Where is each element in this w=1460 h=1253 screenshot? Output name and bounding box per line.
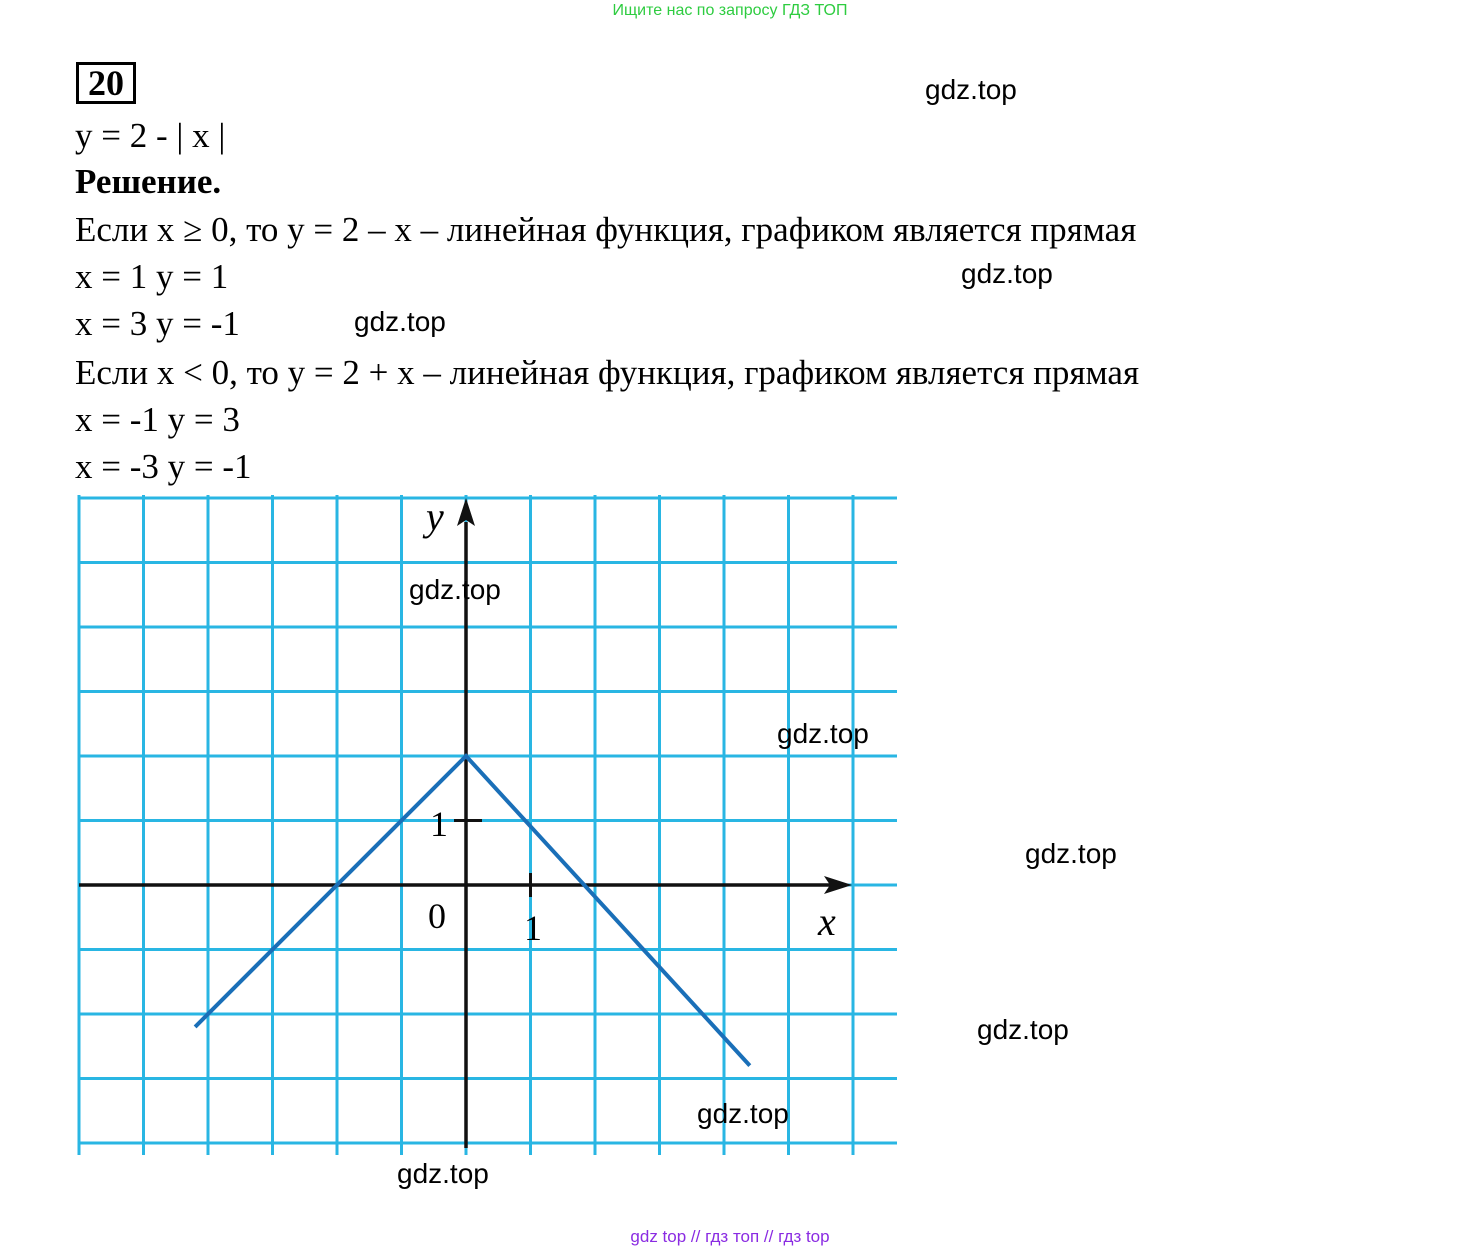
- watermark: gdz.top: [397, 1158, 489, 1189]
- watermark: gdz.top: [697, 1098, 789, 1129]
- y-axis-label: y: [426, 494, 444, 539]
- y-tick-label: 1: [430, 804, 448, 844]
- solution-line: x = 1 y = 1: [75, 257, 229, 296]
- x-axis-label: x: [818, 899, 836, 944]
- watermark: gdz.top: [977, 1014, 1069, 1045]
- solution-line: Если x < 0, то y = 2 + x – линейная функция, графиком является прямая: [75, 353, 1140, 392]
- watermark: gdz.top: [409, 574, 501, 605]
- solution-heading: Решение.: [75, 162, 222, 201]
- origin-label: 0: [428, 896, 446, 936]
- watermark: gdz.top: [961, 258, 1053, 289]
- solution-line: Если x ≥ 0, то y = 2 – x – линейная функция, графиком является прямая: [75, 210, 1137, 249]
- graph-line: [195, 756, 750, 1066]
- problem-number: 20: [76, 62, 136, 104]
- solution-line: x = -1 y = 3: [75, 400, 240, 439]
- solution-line: x = 3 y = -1: [75, 304, 240, 343]
- watermark: gdz.top: [925, 74, 1017, 105]
- function-equation: y = 2 - | x |: [75, 116, 226, 155]
- footer-links: gdz top // гдз топ // гдз top: [630, 1227, 830, 1246]
- x-tick-label: 1: [524, 908, 542, 948]
- solution-line: x = -3 y = -1: [75, 447, 252, 486]
- watermark: gdz.top: [777, 718, 869, 749]
- search-banner: Ищите нас по запросу ГДЗ ТОП: [612, 2, 848, 19]
- watermark: gdz.top: [1025, 838, 1117, 869]
- watermark: gdz.top: [354, 306, 446, 337]
